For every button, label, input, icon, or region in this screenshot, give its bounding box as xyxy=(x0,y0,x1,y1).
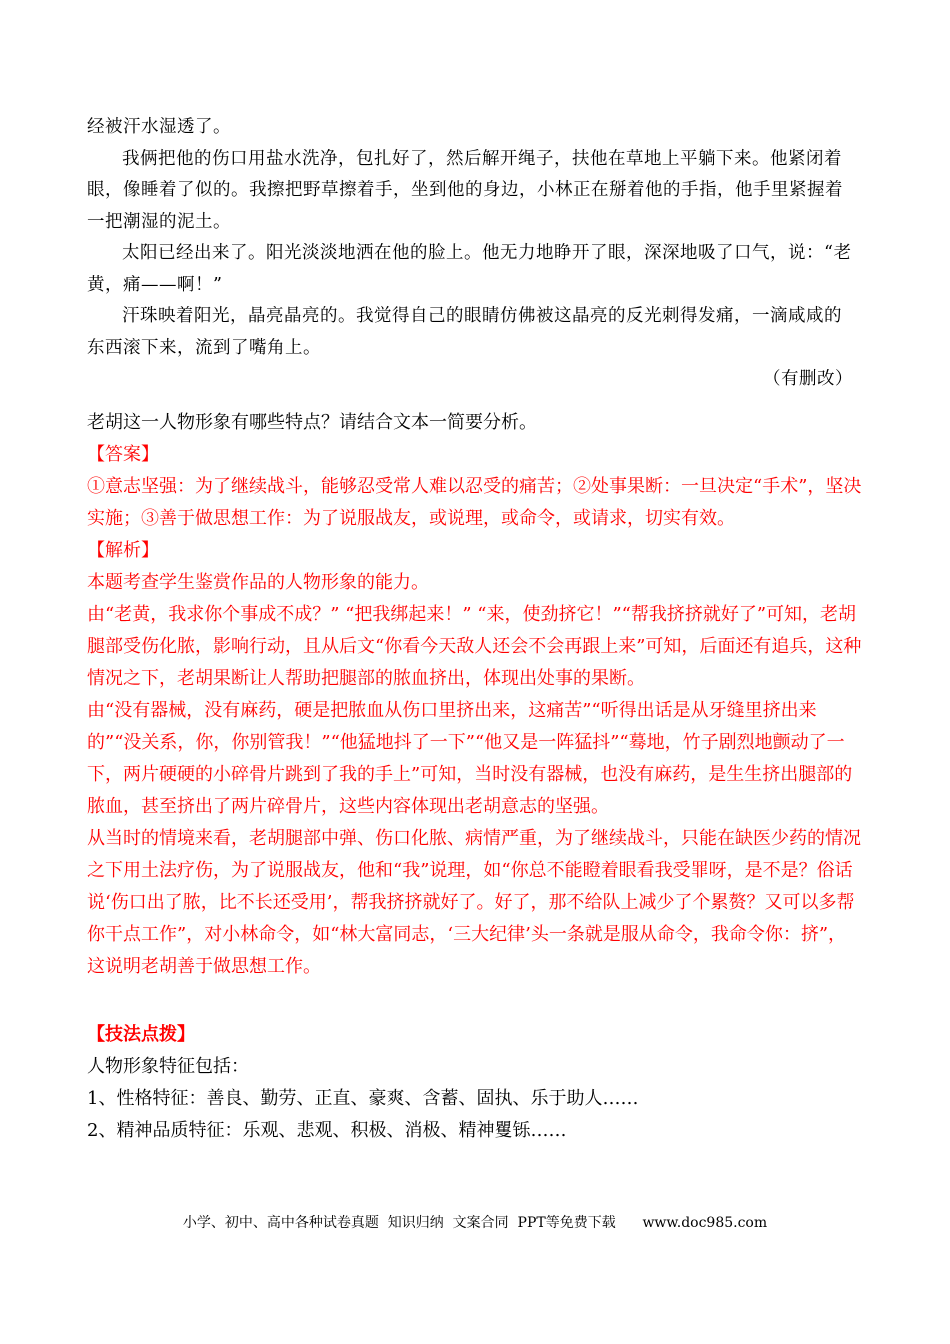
analysis-label: 【解析】 xyxy=(87,540,159,561)
answer-text: ①意志坚强：为了继续战斗，能够忍受常人难以忍受的痛苦；②处事果断：一旦决定“手术”，坚决实施；③善于做思想工作：为了说服战友，或说理，或命令，或请求，切实有效。 xyxy=(87,476,862,529)
analysis-paragraph-2: 由“没有器械，没有麻药，硬是把脓血从伤口里挤出来，这痛苦”“听得出话是从牙缝里挤出来的”“没关系，你，你别管我！”“他猛地抖了一下”“他又是一阵猛抖”“蓦地，竹子剧烈地颤动了一下，两片硬硬的小碎骨片跳到了我的手上”可知，当时没有器械，也没有麻药，是生生挤出腿部的脓血，甚至挤出了两片碎骨片，这些内容体现出老胡意志的坚强。 xyxy=(87,700,853,817)
question-text: 老胡这一人物形象有哪些特点？请结合文本一简要分析。 xyxy=(87,412,537,433)
tips-intro: 人物形象特征包括： xyxy=(87,1056,249,1077)
passage-paragraph-3: 汗珠映着阳光，晶亮晶亮的。我觉得自己的眼睛仿佛被这晶亮的反光刺得发痛，一滴咸咸的东西滚下来，流到了嘴角上。 xyxy=(87,306,842,358)
analysis-intro: 本题考查学生鉴赏作品的人物形象的能力。 xyxy=(87,572,429,593)
passage-line-first: 经被汗水湿透了。 xyxy=(87,117,231,137)
page-footer xyxy=(0,1212,950,1232)
analysis-paragraph-3: 从当时的情境来看，老胡腿部中弹、伤口化脓、病情严重，为了继续战斗，只能在缺医少药的情况之下用土法疗伤，为了说服战友，他和“我”说理，如“你总不能瞪着眼看我受罪呀，是不是？俗话说‘伤口出了脓，比不长还受用’，帮我挤挤就好了。好了，那不给队上减少了个累赘？又可以多帮你干点工作”，对小林命令，如“林大富同志，‘三大纪律’头一条就是服从命令，我命令你：挤”，这说明老胡善于做思想工作。 xyxy=(87,828,861,977)
answer-label: 【答案】 xyxy=(87,444,159,465)
footer-text: 小学、初中、高中各种试卷真题 知识归纳 文案合同 PPT等免费下载 xyxy=(182,1215,616,1231)
tips-item-1: 1、性格特征：善良、勤劳、正直、豪爽、含蓄、固执、乐于助人…… xyxy=(87,1088,639,1109)
tips-item-2: 2、精神品质特征：乐观、悲观、积极、消极、精神矍铄…… xyxy=(87,1120,567,1141)
tips-title: 【技法点拨】 xyxy=(87,1024,195,1045)
question-answer-section xyxy=(87,407,862,1147)
story-passage xyxy=(87,112,857,396)
passage-paragraph-2: 太阳已经出来了。阳光淡淡地洒在他的脸上。他无力地睁开了眼，深深地吸了口气，说：“老黄，痛——啊！” xyxy=(87,243,852,295)
footer-url: www.doc985.com xyxy=(642,1215,768,1231)
analysis-paragraph-1: 由“老黄，我求你个事成不成？” “把我绑起来！” “来，使劲挤它！”“帮我挤挤就好了”可知，老胡腿部受伤化脓，影响行动，且从后文“你看今天敌人还会不会再跟上来”可知，后面还有追兵，这种情况之下，老胡果断让人帮助把腿部的脓血挤出，体现出处事的果断。 xyxy=(87,604,862,689)
passage-paragraph-1: 我俩把他的伤口用盐水洗净，包扎好了，然后解开绳子，扶他在草地上平躺下来。他紧闭着眼，像睡着了似的。我擦把野草擦着手，坐到他的身边，小林正在掰着他的手指，他手里紧握着一把潮湿的泥土。 xyxy=(87,148,843,232)
revision-note: （有删改） xyxy=(763,369,853,389)
